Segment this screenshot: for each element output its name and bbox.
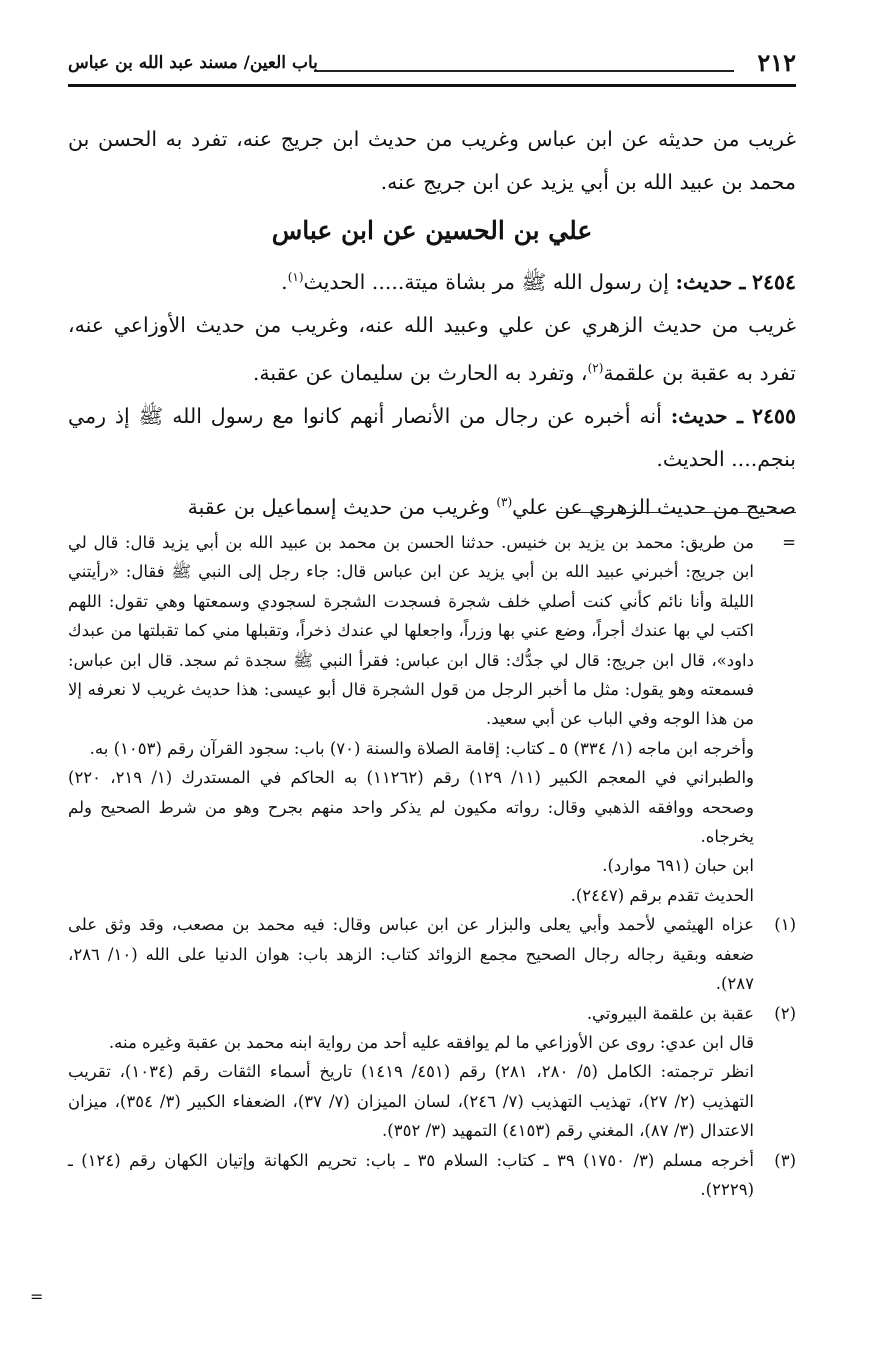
- hadith-2454: [68, 256, 796, 304]
- footnote-line: من طريق: محمد بن يزيد بن خنيس. حدثنا الحسن بن محمد بن عبيد الله بن أبي يزيد قال: قال لي ابن جريج: أخبرني عبيد الله بن أبي يزيد عن ابن عباس قال: جاء رجل إلى النبي ﷺ فقال: «رأيتني الليلة وأنا نائم كأني كنت أصلي خلف شجرة فسجدت الشجرة لسجودي وسمعتها وهي تقول: اللهم اكتب لي بها عندك أجراً، وضع عني بها وزراً، واجعلها لي عندك ذخراً، وتقبلها مني كما تقبلتها من عبدك داود»، قال ابن جريج: قال لي جدُّك: قال ابن عباس: فقرأ النبي ﷺ سجدة ثم سجد. قال ابن عباس: فسمعته وهو يقول: مثل ما أخبر الرجل من قول الشجرة قال أبو عيسى: هذا حديث غريب لا نعرفه إلا من هذا الوجه وفي الباب عن أبي سعيد.: [68, 533, 754, 729]
- hadith-number: ٢٤٥٥: [751, 403, 796, 428]
- hadith-label: ـ حديث:: [670, 403, 744, 428]
- commentary-text-cont: ، وتفرد به الحارث بن سليمان عن عقبة.: [252, 360, 588, 385]
- footnotes: [68, 528, 796, 1204]
- footnote-line: عقبة بن علقمة البيروتي.: [586, 1003, 754, 1023]
- hadith-label: ـ حديث:: [675, 269, 746, 294]
- hadith-end: .: [281, 269, 288, 294]
- section-heading: علي بن الحسين عن ابن عباس: [271, 216, 593, 245]
- footnote-ref-1: (١): [287, 270, 304, 284]
- intro-paragraph: غريب من حديثه عن ابن عباس وغريب من حديث ابن جريج عنه، تفرد به الحسن بن محمد بن عبيد الله بن أبي يزيد عن ابن جريج عنه.: [68, 127, 796, 194]
- hadith-text: إن رسول الله ﷺ مر بشاة ميتة..... الحديث: [303, 269, 669, 294]
- footnote-continuation: [68, 528, 796, 910]
- footnote-ref-3: (٣): [496, 494, 513, 509]
- hadith-number: ٢٤٥٤: [751, 269, 796, 294]
- footnote-marker: (٢): [774, 1003, 796, 1023]
- page-header: [68, 44, 796, 84]
- footnote-marker: (١): [774, 915, 796, 935]
- commentary-text: غريب من حديث الزهري عن علي وعبيد الله عنه، وغريب من حديث الأوزاعي عنه، تفرد به عقبة بن علقمة: [68, 312, 796, 385]
- footnote-line: أخرجه مسلم (٣/ ١٧٥٠) ٣٩ ـ كتاب: السلام ٣٥ ـ باب: تحريم الكهانة وإتيان الكهان رقم (١٢٤) ـ (٢٢٢٩).: [68, 1150, 754, 1199]
- running-title: باب العين/ مسند عبد الله بن عباس: [68, 53, 318, 73]
- footnote-line: انظر ترجمته: الكامل (٥/ ٢٨٠، ٢٨١) رقم (٤٥١/ ١٤١٩) تاريخ أسماء الثقات رقم (١٠٣٤)، تقريب التهذيب (٢/ ٢٧)، تهذيب التهذيب (٧/ ٢٤٦)، لسان الميزان (٧/ ٣٧)، الضعفاء الكبير (٣/ ٣٥٤)، ميزان الاعتدال (٣/ ٨٧)، المغني رقم (٤١٥٣) التمهيد (٣/ ٣٥٢).: [68, 1062, 754, 1141]
- commentary-2455: [68, 481, 796, 529]
- footnote-line: الحديث تقدم برقم (٢٤٤٧).: [570, 885, 754, 905]
- commentary-2454: [68, 304, 796, 395]
- continues-marker: =: [30, 1287, 44, 1306]
- footnote-line: قال ابن عدي: روى عن الأوزاعي ما لم يوافقه عليه أحد من رواية ابنه محمد بن عقبة وغيره منه.: [108, 1032, 754, 1052]
- footnote-line: والطبراني في المعجم الكبير (١١/ ١٢٩) رقم (١١٢٦٢) به الحاكم في المستدرك (١/ ٢١٩، ٢٢٠) وصححه ووافقه الذهبي وقال: رواته مكيون لم يذكر واحد منهم بجرح وهو من شرط الصحيح ولم يخرجاه.: [68, 768, 754, 847]
- header-dash-line: [314, 70, 734, 72]
- footnote-line: عزاه الهيثمي لأحمد وأبي يعلى والبزار عن ابن عباس وقال: فيه محمد بن مصعب، وقد وثق على ضعفه وبقية رجاله رجال الصحيح مجمع الزوائد كتاب: الزهد باب: هوان الدنيا على الله (١٠/ ٢٨٦، ٢٨٧).: [68, 915, 754, 994]
- footnote-ref-2: (٢): [587, 360, 604, 375]
- header-rule: [68, 84, 796, 87]
- commentary-text: صحيح من حديث الزهري عن علي: [512, 494, 796, 519]
- footnote-line: وأخرجه ابن ماجه (١/ ٣٣٤) ٥ ـ كتاب: إقامة الصلاة والسنة (٧٠) باب: سجود القرآن رقم (١٠٥٣) به.: [89, 738, 754, 758]
- footnote-separator: [556, 512, 796, 513]
- page-number: ٢١٢: [757, 48, 796, 77]
- footnote-3: [68, 1146, 796, 1205]
- main-text: [68, 118, 796, 528]
- hadith-2455: [68, 395, 796, 481]
- footnote-1: [68, 910, 796, 998]
- footnote-2: [68, 999, 796, 1146]
- hadith-text: أنه أخبره عن رجال من الأنصار أنهم كانوا مع رسول الله ﷺ إذ رمي بنجم.... الحديث.: [68, 403, 796, 471]
- footnote-marker: (٣): [774, 1150, 796, 1170]
- commentary-text-cont: وغريب من حديث إسماعيل بن عقبة: [187, 494, 497, 519]
- footnote-line: ابن حبان (٦٩١ موارد).: [602, 856, 754, 876]
- continuation-marker: =: [782, 533, 796, 552]
